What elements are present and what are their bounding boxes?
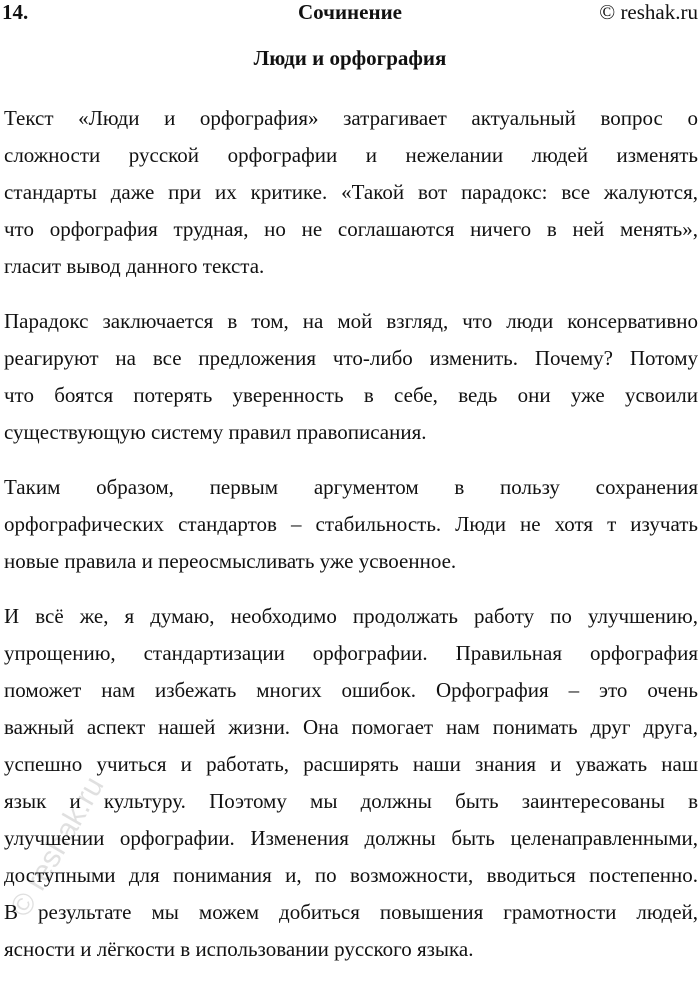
paragraph-line: орфографических стандартов – стабильность. Люди не хотя т изучать [4,512,698,536]
paragraph-line: поможет нам избежать многих ошибок. Орфография – это очень [4,678,698,702]
paragraph-line: что боятся потерять уверенность в себе, ведь они уже усвоили [4,383,698,407]
section-title: Сочинение [297,0,402,24]
paragraph-line: существующую систему правил правописания. [4,420,427,444]
paragraph-line: важный аспект нашей жизни. Она помогает нам понимать друг друга, [4,715,698,739]
essay-body [4,100,698,986]
paragraph-line: сложности русской орфографии и нежелании людей изменять [4,143,698,167]
paragraph [4,598,698,968]
paragraph [4,100,698,285]
paragraph-line: гласит вывод данного текста. [4,254,265,278]
page-header [0,0,700,26]
paragraph-line: доступными для понимания и, по возможности, вводиться постепенно. [4,863,698,887]
paragraph-line: упрощению, стандартизации орфографии. Правильная орфография [4,641,698,665]
essay-title: Люди и орфография [253,46,447,70]
paragraph-line: И всё же, я думаю, необходимо продолжать работу по улучшению, [4,604,698,628]
paragraph [4,303,698,451]
paragraph-line: ясности и лёгкости в использовании русского языка. [4,937,474,961]
paragraph-line: улучшении орфографии. Изменения должны быть целенаправленными, [4,826,698,850]
paragraph-line: язык и культуру. Поэтому мы должны быть заинтересованы в [4,789,698,813]
paragraph-line: реагируют на все предложения что-либо изменить. Почему? Потому [4,346,698,370]
paragraph-line: стандарты даже при их критике. «Такой вот парадокс: все жалуются, [4,180,698,204]
paragraph-line: Текст «Люди и орфография» затрагивает актуальный вопрос о [4,106,698,130]
paragraph-line: Парадокс заключается в том, на мой взгляд, что люди консервативно [4,309,698,333]
paragraph-line: успешно учиться и работать, расширять наши знания и уважать наш [4,752,698,776]
task-number: 14. [2,0,29,24]
source-label: © reshak.ru [599,0,698,24]
paragraph-line: новые правила и переосмысливать уже усвоенное. [4,549,457,573]
paragraph [4,469,698,580]
paragraph-line: Таким образом, первым аргументом в пользу сохранения [4,475,698,499]
watermark: © reshak.ru [4,771,111,923]
paragraph-line: В результате мы можем добиться повышения грамотности людей, [4,900,698,924]
paragraph-line: что орфография трудная, но не соглашаются ничего в ней менять», [4,217,698,241]
